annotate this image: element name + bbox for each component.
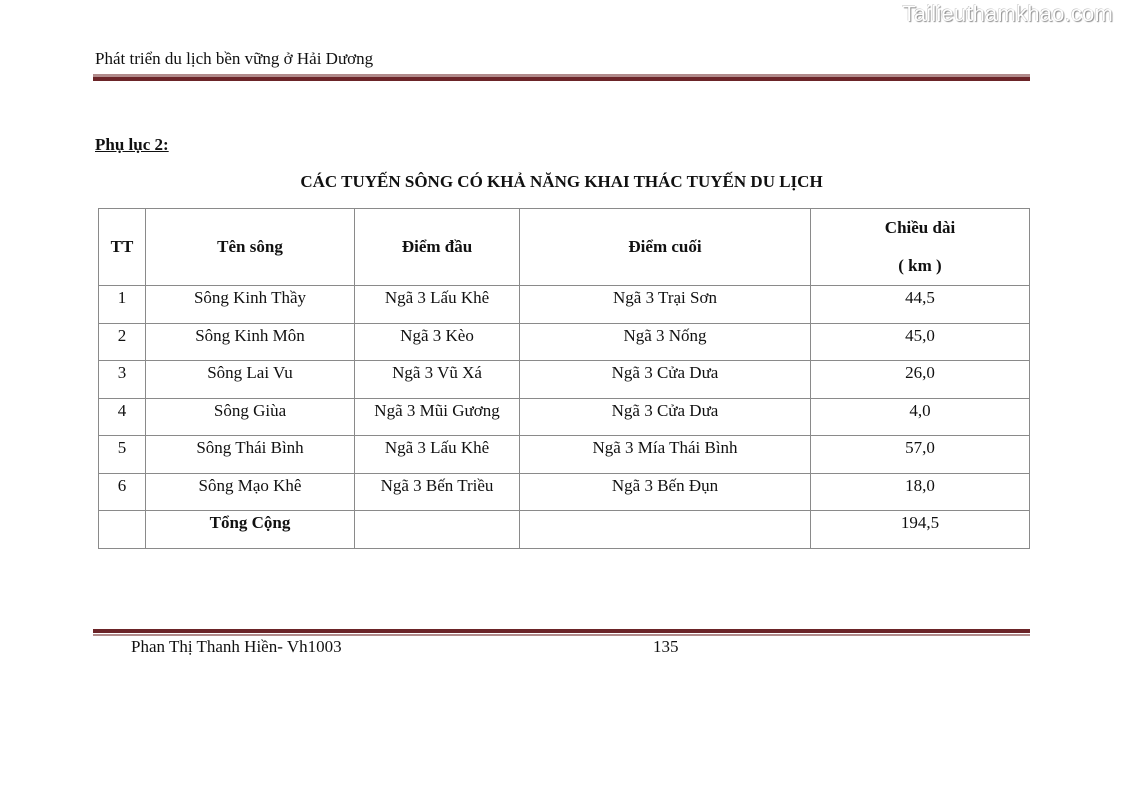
cell-tt: 6	[99, 473, 146, 511]
cell-tt: 2	[99, 323, 146, 361]
running-header: Phát triển du lịch bền vững ở Hải Dương	[95, 49, 374, 68]
table-row	[99, 286, 1030, 324]
col-header-length	[811, 209, 1030, 286]
table-header-row	[99, 209, 1030, 286]
cell-start: Ngã 3 Lấu Khê	[355, 436, 520, 474]
table-row	[99, 473, 1030, 511]
table-row	[99, 398, 1030, 436]
cell-name: Sông Giùa	[146, 398, 355, 436]
cell-length: 57,0	[811, 436, 1030, 474]
cell-end: Ngã 3 Mía Thái Bình	[520, 436, 811, 474]
cell-tt: 4	[99, 398, 146, 436]
cell-name: Sông Kinh Thầy	[146, 286, 355, 324]
watermark: Tailieuthamkhao.com	[902, 1, 1113, 26]
cell-name: Sông Mạo Khê	[146, 473, 355, 511]
cell-start: Ngã 3 Kèo	[355, 323, 520, 361]
total-length: 194,5	[811, 511, 1030, 549]
cell-name: Sông Thái Bình	[146, 436, 355, 474]
cell-length: 44,5	[811, 286, 1030, 324]
cell-length: 45,0	[811, 323, 1030, 361]
col-header-end: Điểm cuối	[520, 209, 811, 286]
cell-start-empty	[355, 511, 520, 549]
cell-start: Ngã 3 Lấu Khê	[355, 286, 520, 324]
total-label: Tổng Cộng	[146, 511, 355, 549]
appendix-label: Phụ lục 2:	[95, 135, 169, 154]
cell-length: 18,0	[811, 473, 1030, 511]
table-title-text: CÁC TUYẾN SÔNG CÓ KHẢ NĂNG KHAI THÁC TUYẾN DU LỊCH	[300, 172, 823, 191]
cell-start: Ngã 3 Mũi Gương	[355, 398, 520, 436]
cell-length: 26,0	[811, 361, 1030, 399]
cell-name: Sông Lai Vu	[146, 361, 355, 399]
col-header-name: Tên sông	[146, 209, 355, 286]
cell-start: Ngã 3 Bến Triều	[355, 473, 520, 511]
cell-tt: 3	[99, 361, 146, 399]
table-row	[99, 436, 1030, 474]
col-header-length-line1: Chiều dài	[884, 218, 956, 237]
cell-tt: 1	[99, 286, 146, 324]
cell-tt-empty	[99, 511, 146, 549]
col-header-tt: TT	[99, 209, 146, 286]
table-row	[99, 323, 1030, 361]
table-row	[99, 361, 1030, 399]
cell-length: 4,0	[811, 398, 1030, 436]
cell-end: Ngã 3 Cửa Dưa	[520, 398, 811, 436]
header-rule	[93, 74, 1030, 81]
cell-start: Ngã 3 Vũ Xá	[355, 361, 520, 399]
page-number: 135	[653, 637, 679, 656]
cell-name: Sông Kinh Môn	[146, 323, 355, 361]
cell-end: Ngã 3 Trại Sơn	[520, 286, 811, 324]
col-header-start: Điểm đầu	[355, 209, 520, 286]
cell-end: Ngã 3 Bến Đụn	[520, 473, 811, 511]
table-title	[0, 172, 1123, 192]
rivers-table	[98, 208, 1030, 549]
footer-author: Phan Thị Thanh Hiền- Vh1003	[131, 637, 342, 656]
cell-end-empty	[520, 511, 811, 549]
cell-tt: 5	[99, 436, 146, 474]
table-total-row	[99, 511, 1030, 549]
cell-end: Ngã 3 Nống	[520, 323, 811, 361]
cell-end: Ngã 3 Cửa Dưa	[520, 361, 811, 399]
footer-rule	[93, 629, 1030, 636]
col-header-length-line2: ( km )	[898, 256, 942, 275]
